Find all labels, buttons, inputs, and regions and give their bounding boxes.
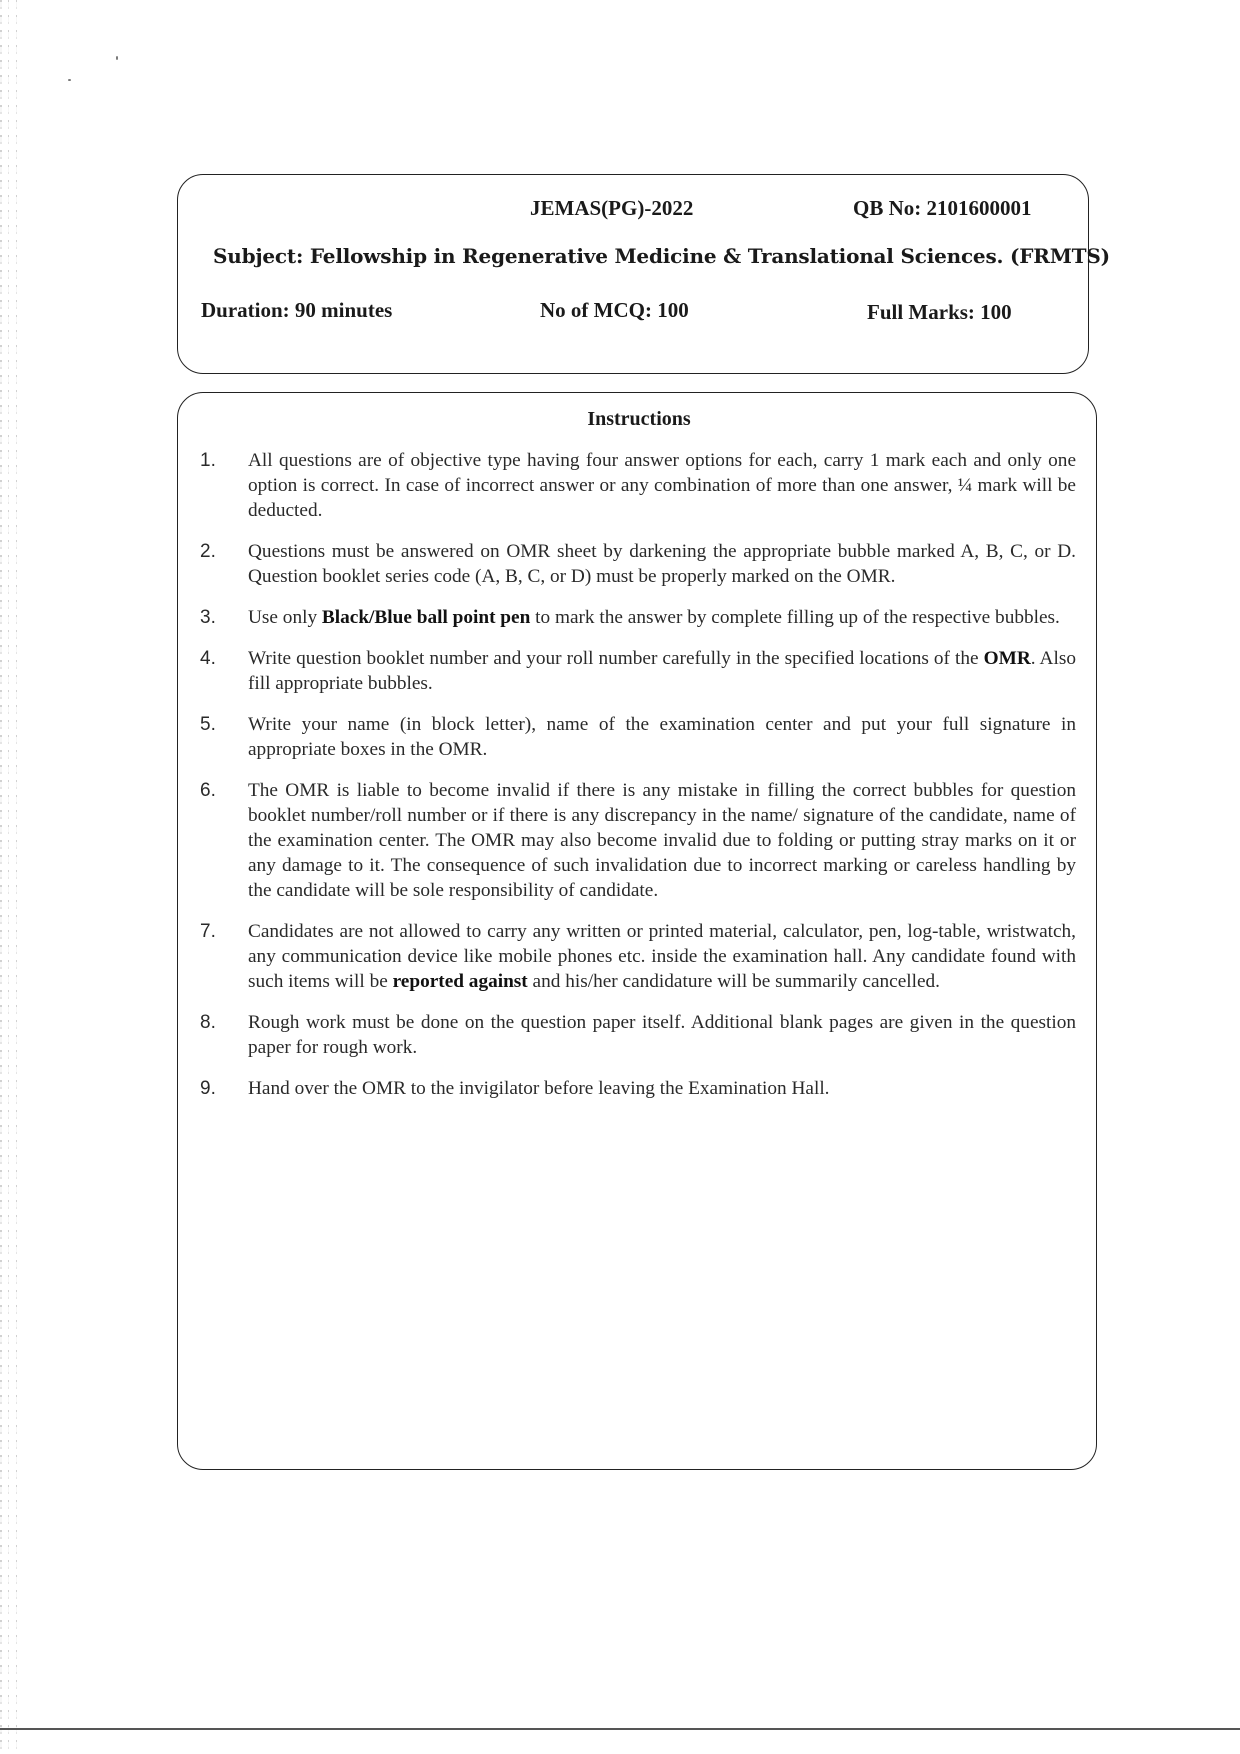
full-marks: Full Marks: 100 [867,300,1012,324]
instruction-number: 4. [200,648,216,669]
qb-number: QB No: 2101600001 [853,196,1032,220]
instruction-number: 2. [200,541,216,562]
duration: Duration: 90 minutes [201,298,393,322]
instruction-item [200,539,1076,589]
instruction-item [200,646,1076,696]
instruction-number: 5. [200,714,216,735]
instructions-title: Instructions [587,408,691,430]
instruction-text [248,919,1076,994]
instruction-number: 9. [200,1078,216,1099]
instruction-text-part: Use only [248,607,322,628]
instruction-text-part: to mark the answer by complete filling up of the respective bubbles. [530,607,1060,628]
instruction-emphasis: Black/Blue ball point pen [321,607,531,628]
scan-speck [68,79,71,81]
instruction-number: 8. [200,1012,216,1033]
instruction-number: 3. [200,607,216,628]
page-bottom-border [0,1728,1240,1730]
instruction-text: The OMR is liable to become invalid if there is any mistake in filling the correct bubbles for question booklet number/roll number or if there is any discrepancy in the name/ signature of the candidate, name of the examination center. The OMR may also become invalid due to folding or putting stray marks on it or any damage to it. The consequence of such invalidation due to incorrect marking or careless handling by the candidate will be sole responsibility of candidate. [248,780,1076,901]
instructions-list [200,448,1076,1117]
mcq-count: No of MCQ: 100 [540,298,689,322]
instruction-text-part: and his/her candidature will be summarily cancelled. [527,971,940,992]
instruction-text: Write your name (in block letter), name of the examination center and put your full signature in appropriate boxes in the OMR. [248,714,1076,760]
instruction-item [200,1076,1076,1101]
exam-title: JEMAS(PG)-2022 [530,196,694,220]
instruction-item [200,712,1076,762]
instruction-text [248,605,1076,630]
instruction-text: All questions are of objective type having four answer options for each, carry 1 mark each and only one option is correct. In case of incorrect answer or any combination of more than one answer, ¼ mark will be deducted. [248,450,1076,521]
subject-line: Subject: Fellowship in Regenerative Medicine & Translational Sciences. (FRMTS) [213,244,1110,268]
scan-speck [116,56,118,60]
instruction-emphasis: reported against [392,971,528,992]
instruction-item [200,919,1076,994]
scan-edge-artifact [0,0,26,1754]
instruction-text-part: Write question booklet number and your roll number carefully in the specified locations of the [248,648,984,669]
instruction-text-part: . Also fill appropriate bubbles. [248,648,1076,694]
instruction-item [200,605,1076,630]
instruction-item [200,448,1076,523]
instruction-number: 7. [200,921,216,942]
instruction-item [200,778,1076,903]
instruction-item [200,1010,1076,1060]
instruction-emphasis: OMR [983,648,1031,669]
instruction-number: 6. [200,780,216,801]
instruction-text: Hand over the OMR to the invigilator before leaving the Examination Hall. [248,1078,830,1099]
instruction-text: Rough work must be done on the question paper itself. Additional blank pages are given in the question paper for rough work. [248,1012,1076,1058]
instruction-number: 1. [200,450,216,471]
instruction-text-part: Candidates are not allowed to carry any written or printed material, calculator, pen, log-table, wristwatch, any communication device like mobile phones etc. inside the examination hall. Any candidate found with such items will be [248,921,1076,992]
instruction-text: Questions must be answered on OMR sheet by darkening the appropriate bubble marked A, B, C, or D. Question booklet series code (A, B, C, or D) must be properly marked on the OMR. [248,541,1076,587]
instruction-text [248,646,1076,696]
